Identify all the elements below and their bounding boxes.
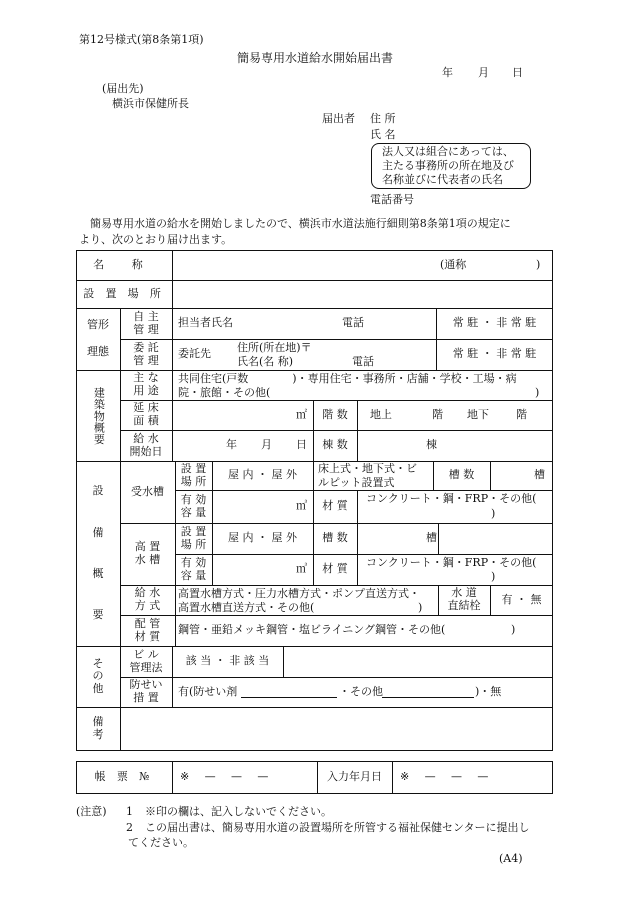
delegated-address-label: 住所(所在地)〒 <box>237 341 312 354</box>
ledger-label: 帳 票 № <box>94 770 154 784</box>
antirust-label: 防せい 措 置 <box>129 678 163 704</box>
equipment-group-label: 設 備 概 要 <box>92 484 104 622</box>
start-date-label: 給 水 開始日 <box>129 431 163 458</box>
corp-note-3: 名称並びに代表者の氏名 <box>382 173 503 186</box>
rt-count-unit: 槽 <box>534 468 545 482</box>
antirust-agent-field[interactable] <box>238 680 338 696</box>
main-use-close: ) <box>535 386 540 399</box>
bldg-count-unit: 棟 <box>426 438 437 452</box>
corp-note-2: 主たる事務所の所在地及び <box>382 159 514 172</box>
note-2-number: 2 <box>126 821 133 834</box>
rt-material-label: 材 質 <box>322 499 348 513</box>
form-number: 第12号様式(第8条第1項) <box>79 33 204 46</box>
et-material-options[interactable]: コンクリート・鋼・FRP・その他( <box>366 556 537 569</box>
common-name-label: (通称 <box>440 257 467 271</box>
direct-tap-select[interactable]: 有 ・ 無 <box>501 592 542 606</box>
antirust-prefix: 有(防せい剤 <box>178 684 238 698</box>
applicant-label: 届出者 <box>322 112 355 125</box>
note-2-line-2: てください。 <box>128 836 194 849</box>
floors-above-label: 地上 <box>370 407 392 421</box>
intro-line-1: 簡易専用水道の給水を開始しましたので、横浜市水道法施行細則第8条第1項の規定に <box>90 217 511 230</box>
et-capacity-label: 有 効 容 量 <box>180 555 207 582</box>
antirust-suffix: )・無 <box>475 684 502 698</box>
rt-material-options[interactable]: コンクリート・鋼・FRP・その他( <box>366 492 537 505</box>
supply-method-close: ) <box>418 601 423 614</box>
et-place-select[interactable]: 屋 内 ・ 屋 外 <box>228 531 297 545</box>
note-1: ※印の欄は、記入しないでください。 <box>145 805 332 818</box>
ledger-value: ※ — — — <box>180 770 271 784</box>
self-phone-label: 電話 <box>342 316 364 330</box>
intro-line-2: より、次のとおり届け出ます。 <box>79 233 233 246</box>
floors-below-unit: 階 <box>516 407 527 421</box>
et-material-close: ) <box>491 570 496 583</box>
piping-close: ) <box>511 623 516 637</box>
location-field[interactable] <box>176 282 546 306</box>
remarks-label: 備 考 <box>92 715 104 741</box>
applicant-name-label: 氏 名 <box>370 128 396 141</box>
paper-size: (A4) <box>499 852 523 865</box>
piping-label: 配 管 材 質 <box>134 616 161 643</box>
rt-capacity-unit: ㎥ <box>296 499 307 513</box>
notes-label: (注意) <box>76 805 107 818</box>
remarks-field[interactable] <box>124 710 548 748</box>
self-management-label: 自 主 管 理 <box>133 309 159 336</box>
start-day-unit: 日 <box>296 438 307 452</box>
supply-method-label: 給 水 方 式 <box>134 586 161 612</box>
rt-material-close: ) <box>491 507 496 520</box>
input-date-label: 入力年月日 <box>327 770 382 784</box>
supply-method-options-2[interactable]: 高置水槽直送方式・その他( <box>178 601 315 614</box>
piping-options[interactable]: 鋼管・亜鉛メッキ鋼管・塩ビライニング鋼管・その他( <box>178 623 446 637</box>
et-capacity-unit: ㎥ <box>296 562 307 576</box>
floors-above-unit: 階 <box>432 407 443 421</box>
rt-type-2[interactable]: ルピット設置式 <box>318 476 395 489</box>
delegated-to-label: 委託先 <box>178 347 211 361</box>
self-status-select[interactable]: 常 駐 ・ 非 常 駐 <box>452 316 537 330</box>
floors-label: 階 数 <box>322 407 348 421</box>
antirust-other-field[interactable] <box>380 680 475 696</box>
bldg-count-label: 棟 数 <box>322 438 348 452</box>
common-name-close: ) <box>536 257 541 271</box>
input-date-value: ※ — — — <box>400 770 491 784</box>
self-person-label: 担当者氏名 <box>178 316 233 330</box>
rt-count-label: 槽 数 <box>448 468 475 482</box>
elevated-tank-label: 高 置 水 槽 <box>134 540 161 566</box>
floors-below-label: 地下 <box>467 407 489 421</box>
receiving-tank-label: 受水槽 <box>131 484 164 498</box>
rt-place-select[interactable]: 屋 内 ・ 屋 外 <box>228 468 297 482</box>
direct-tap-label: 水 道 直結栓 <box>447 586 481 612</box>
name-field[interactable] <box>180 252 430 278</box>
start-month-unit: 月 <box>261 438 272 452</box>
applicant-address-label: 住 所 <box>370 112 396 125</box>
date-day: 日 <box>512 66 523 79</box>
et-material-label: 材 質 <box>322 562 348 576</box>
main-use-options-2[interactable]: 院・旅館・その他( <box>178 386 271 399</box>
delegated-status-select[interactable]: 常 駐 ・ 非 常 駐 <box>452 347 537 361</box>
rt-place-label: 設 置 場 所 <box>180 461 207 488</box>
date-year: 年 <box>442 66 453 79</box>
start-year-unit: 年 <box>226 438 237 452</box>
floor-area-label: 延 床 面 積 <box>133 401 159 427</box>
rt-type-1[interactable]: 床上式・地下式・ビ <box>318 462 417 475</box>
note-1-number: 1 <box>126 805 133 818</box>
date-month: 月 <box>478 66 489 79</box>
page-title: 簡易専用水道給水開始届出書 <box>237 51 394 65</box>
applicant-phone-label: 電話番号 <box>370 193 414 206</box>
main-use-label: 主 な 用 途 <box>133 371 159 397</box>
addressee: 横浜市保健所長 <box>112 97 189 110</box>
main-use-options-1[interactable]: 共同住宅(戸数 )・専用住宅・事務所・店舗・学校・工場・病 <box>178 372 517 385</box>
et-place-label: 設 置 場 所 <box>180 524 207 551</box>
management-group-label: 管形 理態 <box>87 318 109 358</box>
supply-method-options-1[interactable]: 高置水槽方式・圧力水槽方式・ポンプ直送方式・ <box>178 587 420 600</box>
addressee-label: (届出先) <box>102 82 144 95</box>
antirust-middle: ・その他 <box>339 684 383 698</box>
building-law-select[interactable]: 該 当 ・ 非 該 当 <box>185 654 270 668</box>
note-2-line-1: この届出書は、簡易専用水道の設置場所を所管する福祉保健センターに提出し <box>145 821 530 834</box>
floor-area-unit: ㎡ <box>296 407 307 421</box>
rt-capacity-label: 有 効 容 量 <box>180 492 207 519</box>
other-group-label: そ の 他 <box>92 656 104 695</box>
delegated-management-label: 委 託 管 理 <box>133 340 159 367</box>
delegated-phone-label: 電話 <box>352 355 374 368</box>
et-count-label: 槽 数 <box>322 531 348 545</box>
name-label: 名 称 <box>93 257 155 271</box>
delegated-name-label: 氏名(名 称) <box>237 355 294 368</box>
et-count-unit: 槽 <box>426 531 437 545</box>
building-group-label: 建築物概要 <box>92 386 106 445</box>
location-label: 設 置 場 所 <box>83 286 165 300</box>
corp-note-1: 法人又は組合にあっては、 <box>382 145 514 158</box>
building-law-label: ビ ル 管理法 <box>129 647 163 674</box>
